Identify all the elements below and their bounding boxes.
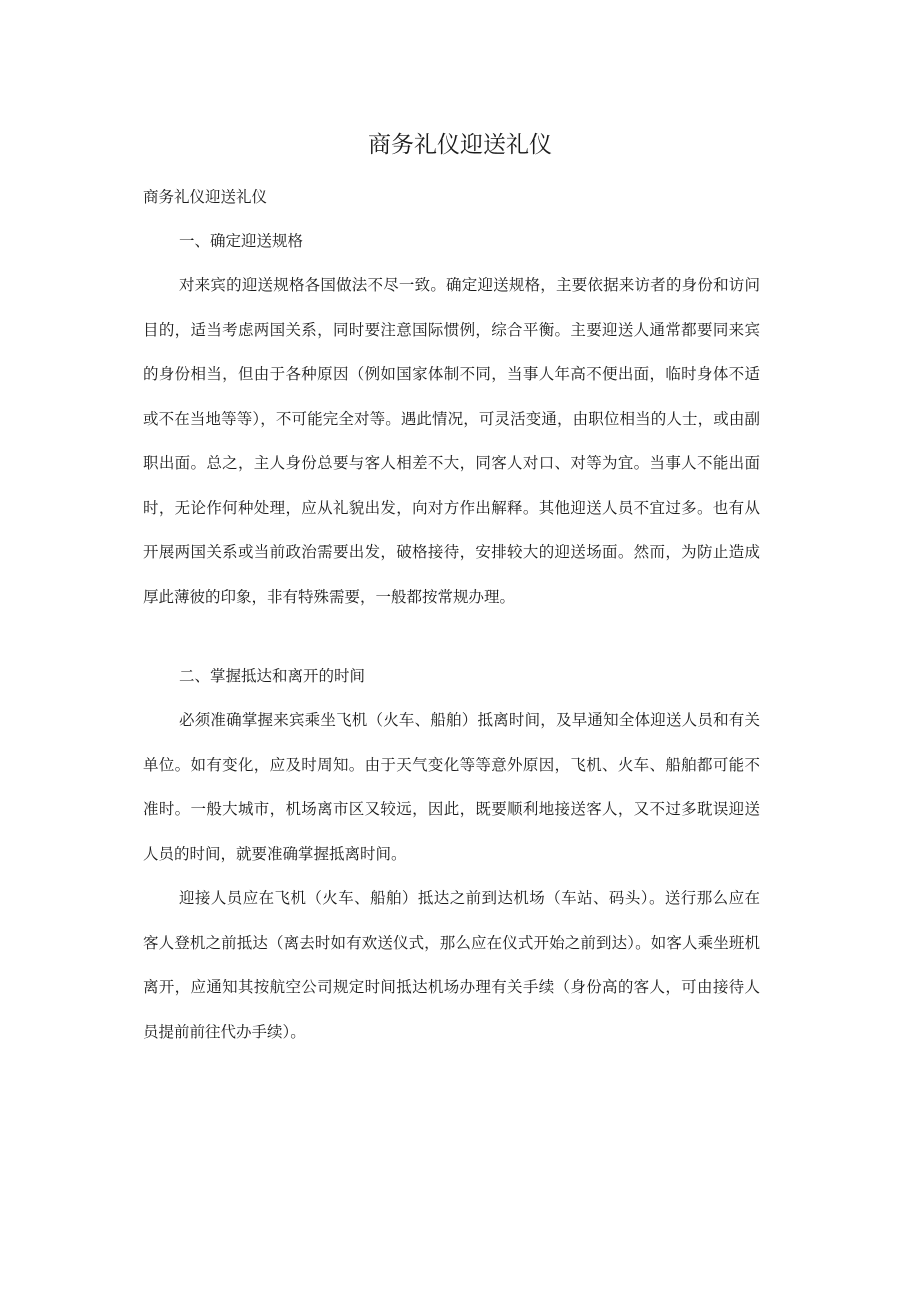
section-2-paragraph-2: 迎接人员应在飞机（火车、船舶）抵达之前到达机场（车站、码头）。送行那么应在客人登机之前抵达（离去时如有欢送仪式，那么应在仪式开始之前到达）。如客人乘坐班机离开，应通知其按航空公司规定时间抵达机场办理有关手续（身份高的客人，可由接待人员提前前往代办手续）。 <box>143 889 760 1041</box>
section-2-paragraph-1: 必须准确掌握来宾乘坐飞机（火车、船舶）抵离时间，及早通知全体迎送人员和有关单位。如有变化，应及时周知。由于天气变化等等意外原因，飞机、火车、船舶都可能不准时。一般大城市，机场离市区又较远，因此，既要顺利地接送客人，又不过多耽误迎送人员的时间，就要准确掌握抵离时间。 <box>143 711 760 863</box>
section-heading-2: 二、掌握抵达和离开的时间 <box>179 667 366 685</box>
document-subtitle: 商务礼仪迎送礼仪 <box>143 188 268 206</box>
section-heading-1: 一、确定迎送规格 <box>179 232 304 250</box>
section-1-paragraph-1: 对来宾的迎送规格各国做法不尽一致。确定迎送规格，主要依据来访者的身份和访问目的，适当考虑两国关系，同时要注意国际惯例，综合平衡。主要迎送人通常都要同来宾的身份相当，但由于各种原因（例如国家体制不同，当事人年高不便出面，临时身体不适或不在当地等等），不可能完全对等。遇此情况，可灵活变通，由职位相当的人士，或由副职出面。总之，主人身份总要与客人相差不大，同客人对口、对等为宜。当事人不能出面时，无论作何种处理，应从礼貌出发，向对方作出解释。其他迎送人员不宜过多。也有从开展两国关系或当前政治需要出发，破格接待，安排较大的迎送场面。然而，为防止造成厚此薄彼的印象，非有特殊需要，一般都按常规办理。 <box>143 276 760 606</box>
page-title: 商务礼仪迎送礼仪 <box>368 132 552 158</box>
